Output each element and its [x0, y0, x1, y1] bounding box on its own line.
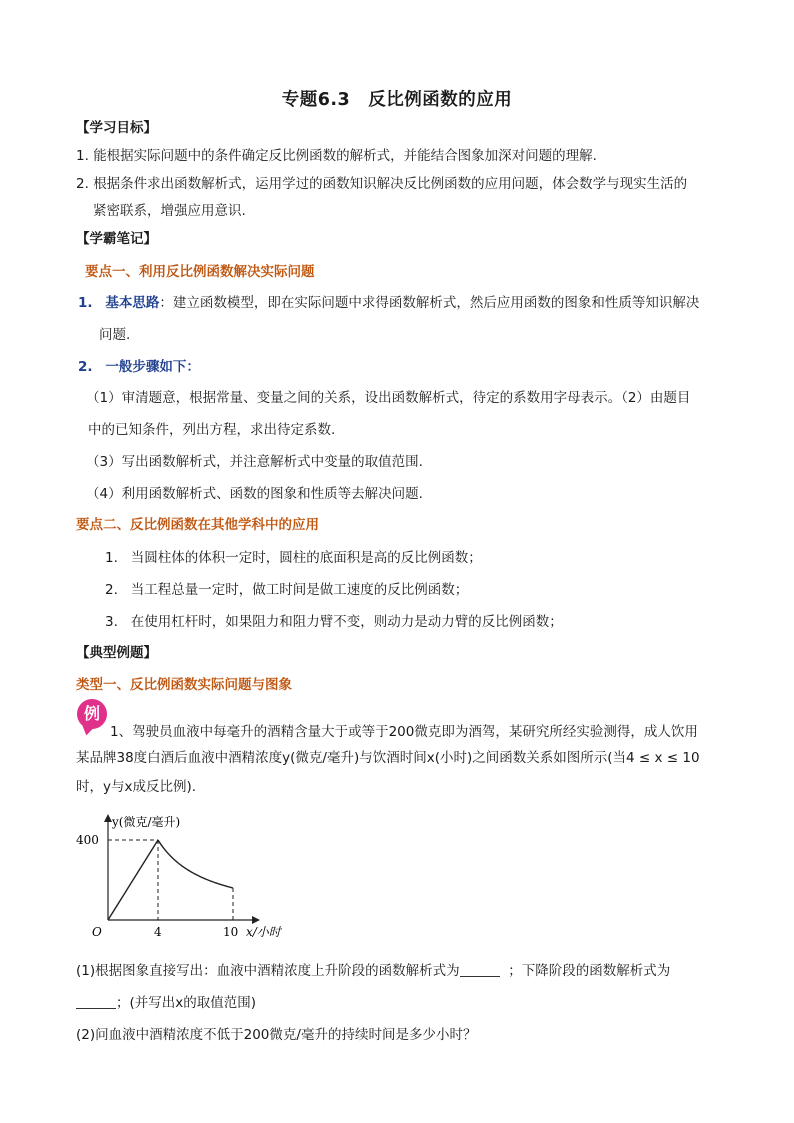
- point2-item-2: [105, 580, 468, 600]
- step-line-3: （3）写出函数解析式，并注意解析式中变量的取值范围.: [86, 454, 423, 470]
- q1-part-b: ；下降阶段的函数解析式为: [508, 963, 671, 979]
- point2-item-2-num: 2.: [105, 582, 118, 598]
- goal-1-text: 能根据实际问题中的条件确定反比例函数的解析式，并能结合图象加深对问题的理解.: [93, 148, 597, 164]
- rising-segment: [108, 840, 158, 920]
- step-line-2: 中的已知条件，列出方程，求出待定系数.: [88, 422, 336, 438]
- point1-item1-num: 1.: [78, 295, 93, 311]
- goal-1-num: 1.: [76, 148, 89, 164]
- falling-curve: [158, 840, 233, 888]
- step-line-4: （4）利用函数解析式、函数的图象和性质等去解决问题.: [86, 486, 423, 502]
- point2-item-2-text: 当工程总量一定时，做工时间是做工速度的反比例函数；: [130, 582, 469, 598]
- type1-heading: 类型一、反比例函数实际问题与图象: [76, 677, 292, 693]
- point1-item2-colon: ：: [186, 359, 200, 375]
- example-line-2: 某品牌38度白酒后血液中酒精浓度y(微克/毫升)与饮酒时间x(小时)之间函数关系如图所示(当4 ≤ x ≤ 10: [76, 750, 700, 766]
- goal-1: [76, 146, 597, 166]
- example-line-3: 时，y与x成反比例).: [76, 779, 197, 795]
- point1-heading: 要点一、利用反比例函数解决实际问题: [85, 264, 315, 280]
- point1-item2-label: 一般步骤如下: [105, 359, 187, 375]
- x-axis-label: x/小时: [246, 925, 281, 939]
- goal-2-cont: 紧密联系，增强应用意识.: [93, 203, 246, 219]
- x-axis-arrow: [252, 916, 260, 924]
- q1-part-c: ；(并写出x的取值范围): [116, 995, 257, 1011]
- question-1: [76, 961, 670, 981]
- point2-item-3-text: 在使用杠杆时，如果阻力和阻力臂不变，则动力是动力臂的反比例函数；: [130, 614, 563, 630]
- point1-item2-num: 2.: [78, 359, 93, 375]
- goals-header: 【学习目标】: [76, 120, 157, 136]
- point1-item1-text: ：建立函数模型，即在实际问题中求得函数解析式，然后应用函数的图象和性质等知识解决: [159, 295, 700, 311]
- point1-item1: [78, 293, 699, 313]
- example-line-1: 1、驾驶员血液中每毫升的酒精含量大于或等于200微克即为酒驾，某研究所经实验测得，成人饮用: [110, 724, 698, 740]
- examples-header: 【典型例题】: [76, 645, 157, 661]
- q1-part-a: (1)根据图象直接写出：血液中酒精浓度上升阶段的函数解析式为: [76, 963, 460, 979]
- origin-label: O: [92, 925, 102, 939]
- point1-item2: [78, 357, 200, 377]
- answer-blank-1[interactable]: [460, 962, 500, 977]
- point2-item-1-text: 当圆柱体的体积一定时，圆柱的底面积是高的反比例函数；: [130, 550, 482, 566]
- step-line-1: （1）审清题意，根据常量、变量之间的关系，设出函数解析式，待定的系数用字母表示。（2）由题目: [86, 390, 691, 406]
- x-tick-label-10: 10: [223, 925, 239, 939]
- notes-header: 【学霸笔记】: [76, 231, 157, 247]
- y-axis-label: y(微克/毫升): [112, 815, 181, 829]
- point2-item-1-num: 1.: [105, 550, 118, 566]
- point2-heading: 要点二、反比例函数在其他学科中的应用: [76, 517, 319, 533]
- goal-2-text: 根据条件求出函数解析式，运用学过的函数知识解决反比例函数的应用问题，体会数学与现实生活的: [93, 176, 688, 192]
- question-2: (2)问血液中酒精浓度不低于200微克/毫升的持续时间是多少小时？: [76, 1027, 477, 1043]
- example-badge: 例: [77, 699, 107, 729]
- concentration-chart: [70, 808, 310, 948]
- point2-item-1: [105, 548, 482, 568]
- point1-item1-cont: 问题.: [99, 327, 131, 343]
- point2-item-3: [105, 612, 563, 632]
- y-axis-arrow: [104, 814, 112, 822]
- point2-item-3-num: 3.: [105, 614, 118, 630]
- y-tick-label-400: 400: [76, 833, 99, 847]
- goal-2-num: 2.: [76, 176, 89, 192]
- answer-blank-2[interactable]: [76, 994, 116, 1009]
- goal-2: [76, 174, 687, 194]
- question-1-cont: [76, 993, 256, 1013]
- page-title: 专题6.3 反比例函数的应用: [281, 90, 513, 110]
- point1-item1-label: 基本思路: [105, 295, 160, 311]
- x-tick-label-4: 4: [154, 925, 162, 939]
